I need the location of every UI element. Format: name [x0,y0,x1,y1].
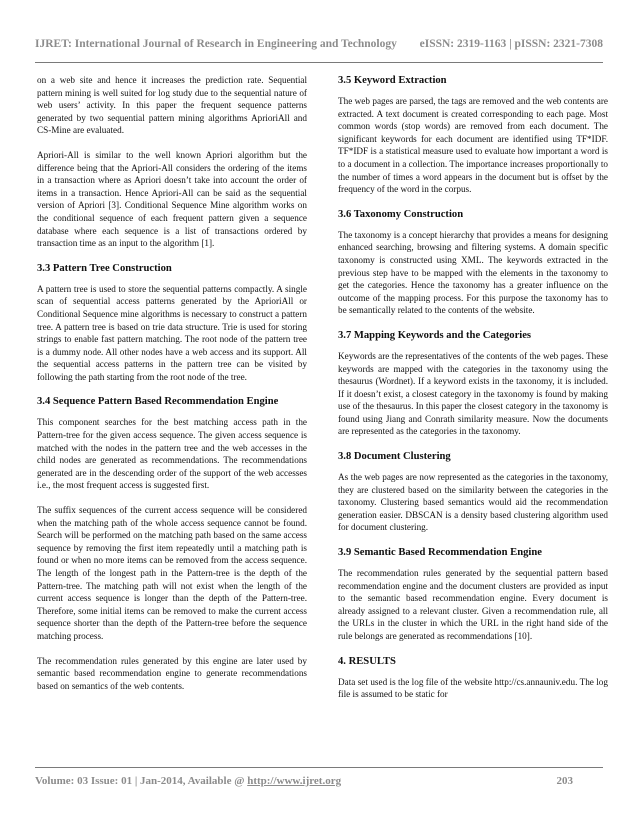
paragraph: Data set used is the log file of the website http://cs.annauniv.edu. The log file is assumed to be static for [338,676,608,700]
paragraph: The web pages are parsed, the tags are removed and the web contents are extracted. A text document is created corresponding to each page. Most common words (stop words) are removed from each document. The significant keywords for each document are identified using TF*IDF. TF*IDF is a statistical measure used to evaluate how important a word is to a document in a collection. The importance increases proportionally to the number of times a word appears in the document but is offset by the frequency of the word in the corpus. [338,96,608,195]
footer-divider [35,767,603,768]
paragraph: A pattern tree is used to store the sequential patterns compactly. A single scan of sequential access patterns generated by the AprioriAll or Conditional Sequence mine algorithms is necessary to construct a pattern tree. A pattern tree is based on trie data structure. Trie is used for storing strings to enable fast pattern matching. The root node of the pattern tree is a dummy node. All other nodes have a web access and its support. All the sequential access patterns in the pattern tree can be visited by following the path starting from the root node of the tree. [37,283,307,382]
paragraph: This component searches for the best matching access path in the Pattern-tree for the given access sequence. The given access sequence is matched with the nodes in the pattern tree and the web accesses in the child nodes are generated as recommendations. The recommendations generated are in the descending order of the support of the web accesses i.e., the most frequent access is suggested first. [37,417,307,491]
section-heading-3-9: 3.9 Semantic Based Recommendation Engine [338,547,542,559]
issn-info: eISSN: 2319-1163 | pISSN: 2321-7308 [419,38,603,50]
section-heading-3-7: 3.7 Mapping Keywords and the Categories [338,329,532,341]
section-heading-3-5: 3.5 Keyword Extraction [338,75,447,86]
page-number: 203 [556,775,573,787]
left-column [37,74,307,704]
paragraph: The recommendation rules generated by the sequential pattern based recommendation engine and the document clusters are provided as input to the semantic based recommendation engine. Every document is already assigned to a relevant cluster. Given a recommendation rule, all the URLs in the cluster in which the URL in the right hand side of the rule belongs are generated as recommendations [10]. [338,568,608,641]
paragraph: The taxonomy is a concept hierarchy that provides a means for designing enhanced searching, browsing and filtering systems. A domain specific taxonomy is constructed using XML. The keywords extracted in the previous step have to be mapped with the elements in the taxonomy to get the categories. Hence the taxonomy has a greater influence on the outcome of the mapping process. For this purpose the taxonomy has to be semantically related to the contents of the website. [338,229,608,316]
section-heading-4: 4. RESULTS [338,655,396,667]
volume-text: Volume: 03 Issue: 01 | Jan-2014, Available @ [35,775,248,787]
running-header [35,38,603,50]
right-column [338,74,608,713]
paragraph: Apriori-All is similar to the well known Apriori algorithm but the difference being that the Apriori-All considers the ordering of the items in a transaction where as Apriori doesn’t take into account the order of items in a transaction. Hence Apriori-All can be said as the sequential version of Apriori [3]. Conditional Sequence Mine algorithm works on the conditional sequence of each frequent pattern given a sequence database where each sequence is a list of transactions ordered by transaction time as an input to the algorithm [1]. [37,149,307,249]
paragraph: The recommendation rules generated by this engine are later used by semantic based recommendation engine to generate recommendations based on semantics of the web contents. [37,655,307,691]
running-footer [35,775,603,787]
paragraph: The suffix sequences of the current access sequence will be considered when the matching path of the whole access sequence cannot be found. Search will be performed on the matching path based on the same access sequence by removing the first item repeatedly until a matching path is found or when no more items can be removed from the access sequence. The length of the longest path in the Pattern-tree is the depth of the Pattern-tree. The matching path will not exist when the length of the current access sequence is longer than the depth of the Pattern-tree. Therefore, some initial items can be removed to make the current access sequence shorter than the depth of the Pattern-tree before the sequence matching process. [37,505,307,641]
paragraph: on a web site and hence it increases the prediction rate. Sequential pattern mining is well suited for log study due to the sequential nature of web users’ activity. In this paper the frequent sequence patterns generated by two sequential pattern mining algorithms AprioriAll and CS-Mine are evaluated. [37,75,307,136]
section-heading-3-6: 3.6 Taxonomy Construction [338,208,464,220]
section-heading-3-3: 3.3 Pattern Tree Construction [37,262,172,274]
journal-link[interactable]: http://www.ijret.org [247,775,342,787]
volume-info [35,775,341,787]
paragraph: Keywords are the representatives of the contents of the web pages. These keywords are mapped with the categories in the taxonomy using the thesaurus (Wordnet). If a keyword exists in the taxonomy, it is included. If it doesn’t exist, a closest category in the taxonomy is found by making use of the thesaurus. In this paper the closest category in the taxonomy is found using Jiang and Conrath similarity measure. Now the documents are represented as the categories in the taxonomy. [338,350,608,437]
section-heading-3-4: 3.4 Sequence Pattern Based Recommendation Engine [37,396,279,408]
journal-title: IJRET: International Journal of Research in Engineering and Technology [35,38,397,50]
section-heading-3-8: 3.8 Document Clustering [338,451,451,463]
paragraph: As the web pages are now represented as the categories in the taxonomy, they are clustered based on the similarity between the categories in the taxonomy. Clustering based semantics would aid the recommendation generation easier. DBSCAN is a density based clustering algorithm used for document clustering. [338,472,608,533]
header-divider [35,62,603,63]
